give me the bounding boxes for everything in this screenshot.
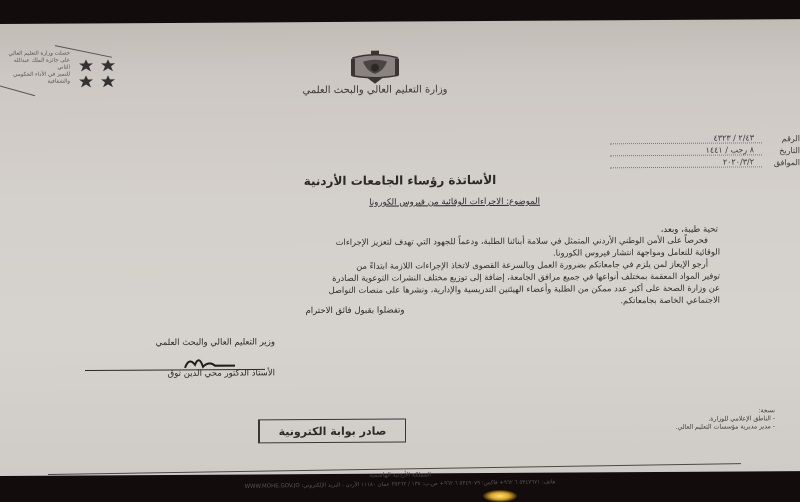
recipient-heading: الأساتذة رؤساء الجامعات الأردنية (303, 172, 497, 189)
reference-corresponding-label: الموافق (773, 157, 800, 167)
reference-number-value: ٢/٤٣ / ٤٣٢٣ (610, 133, 762, 144)
reference-number-label: الرقم (781, 133, 800, 143)
signatory-name: الأستاذ الدكتور محي الدين توق (167, 368, 275, 379)
seal-text: حصلت وزارة التعليم العالي على جائزة الملك عبدالله الثاني للتميز في الأداء الحكومي والشفافية (8, 50, 70, 85)
copy-item: - الناطق الإعلامي للوزارة. (708, 415, 775, 423)
star-badge-icon (79, 75, 93, 87)
footer-country: المملكة الأردنية الهاشمية (369, 471, 431, 479)
star-badge-icon (101, 59, 115, 71)
star-badge-icon (101, 75, 115, 87)
reference-date-label: التاريخ (779, 145, 800, 155)
electronic-portal-stamp: صادر بوابة الكترونية (258, 419, 406, 444)
body-paragraph-2: أرجو الإيعاز لمن يلزم في جامعاتكم بضرورة العمل وبالسرعة القصوى لاتخاذ الإجراءات اللازمة ابتداءً من توفير المواد المعقمة بمختلف أنواعها في جميع مرافق الجامعة، إضافة إلى توزيع مختلف النشرات التوعوية الصادرة عن وزارة الصحة على أكبر عدد ممكن من الطلبة وأعضاء الهيئتين التدريسية والإدارية، ونشرها على منصات التواصل الاجتماعي الخاصة بجامعاتكم. (328, 258, 720, 306)
closing-line: وتفضلوا بقبول فائق الاحترام (305, 305, 405, 317)
reference-block (610, 132, 800, 169)
coat-of-arms-icon (345, 50, 405, 86)
reference-corresponding-value: ٢٠٢٠/٣/٢ (610, 157, 762, 168)
signatory-title: وزير التعليم العالي والبحث العلمي (155, 337, 275, 349)
letter-page (0, 19, 800, 490)
ministry-name: وزارة التعليم العالي والبحث العلمي (302, 84, 448, 97)
star-badge-icon (79, 59, 93, 71)
subject-line: الموضوع: الاجراءات الوقائية من فيروس الكورونا (369, 196, 540, 208)
reference-date-value: ٨ رجب / ١٤٤١ (610, 145, 762, 156)
greeting: تحية طيبة، وبعد، (660, 224, 718, 235)
copies-heading: نسخة: (758, 407, 775, 415)
reference-corresponding-row (610, 156, 800, 169)
light-glare (483, 490, 517, 502)
footer-contacts: هاتف: ٥٣٤٧٦٧١ ٦ ٩٦٢+ فاكس: ٥٣٤٩٠٧٩ ٦ ٩٦٢+ ص.ب: ١٣٨ / ٣٥٢٦٢ عمان ١١١٨٠ الأردن ، البريد الإلكتروني: WWW.MOHE.GOV.JO (244, 479, 556, 490)
copies-list (570, 407, 775, 432)
copy-item: - مدير مديرية مؤسسات التعليم العالي. (675, 423, 775, 431)
body-paragraph-1: فحرصاً على الأمن الوطني الأردني المتمثل في سلامة أبنائنا الطلبة، ودعماً للجهود التي تهدف لتعزيز الإجراءات الوقائية للتعامل ومواجهة انتشار فيروس الكورونا. (335, 234, 720, 258)
